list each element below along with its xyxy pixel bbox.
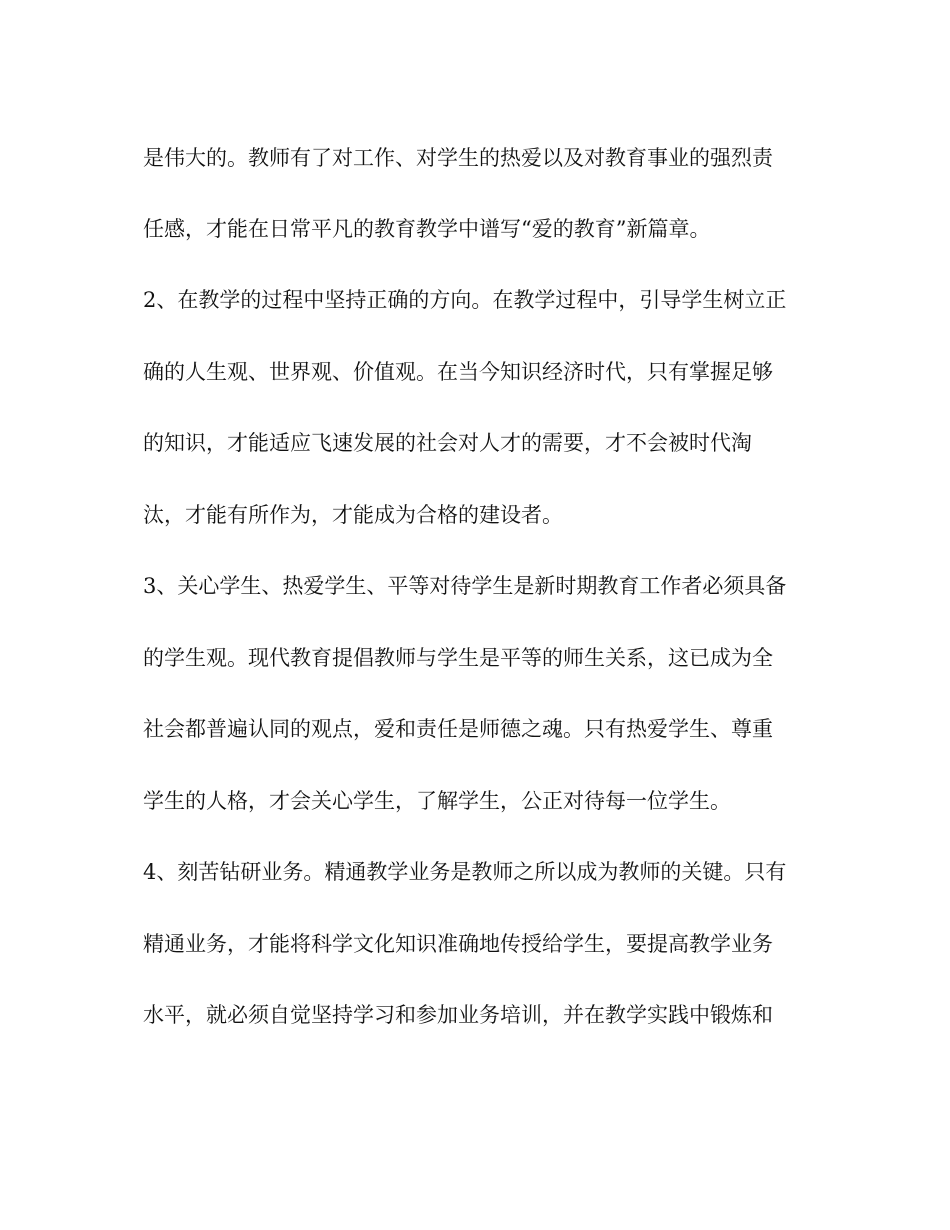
text-line: 的学生观。现代教育提倡教师与学生是平等的师生关系，这已成为全: [143, 646, 773, 670]
text-line: 的知识，才能适应飞速发展的社会对人才的需要，才不会被时代淘: [143, 431, 752, 455]
text-line: 是伟大的。教师有了对工作、对学生的热爱以及对教育事业的强烈责: [143, 146, 773, 170]
text-line: 汰，才能有所作为，才能成为合格的建设者。: [143, 503, 563, 527]
text-line: 4、刻苦钻研业务。精通教学业务是教师之所以成为教师的关键。只有: [143, 860, 787, 884]
text-line: 精通业务，才能将科学文化知识准确地传授给学生，要提高教学业务: [143, 932, 773, 956]
text-line: 社会都普遍认同的观点，爱和责任是师德之魂。只有热爱学生、尊重: [143, 717, 773, 741]
text-line: 水平，就必须自觉坚持学习和参加业务培训，并在教学实践中锻炼和: [143, 1003, 773, 1027]
text-line: 确的人生观、世界观、价值观。在当今知识经济时代，只有掌握足够: [143, 360, 773, 384]
text-line: 2、在教学的过程中坚持正确的方向。在教学过程中，引导学生树立正: [143, 288, 787, 312]
text-line: 任感，才能在日常平凡的教育教学中谱写“爱的教育”新篇章。: [143, 217, 711, 241]
text-line: 学生的人格，才会关心学生，了解学生，公正对待每一位学生。: [143, 789, 731, 813]
text-line: 3、关心学生、热爱学生、平等对待学生是新时期教育工作者必须具备: [143, 574, 787, 598]
